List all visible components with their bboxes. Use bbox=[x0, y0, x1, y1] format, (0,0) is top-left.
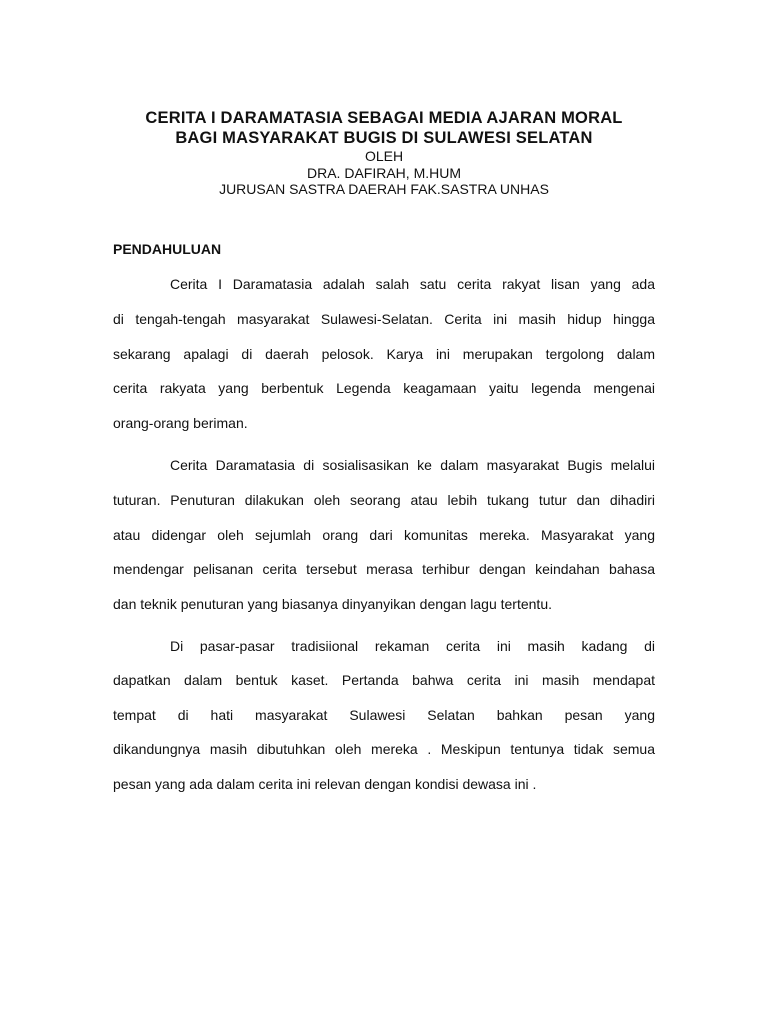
paragraph-line: mendengar pelisanan cerita tersebut merasa terhibur dengan keindahan bahasa bbox=[113, 561, 655, 577]
paragraph-line: pesan yang ada dalam cerita ini relevan dengan kondisi dewasa ini . bbox=[113, 776, 537, 792]
paragraph-line: Cerita Daramatasia di sosialisasikan ke dalam masyarakat Bugis melalui bbox=[170, 457, 655, 473]
author-block bbox=[100, 148, 668, 198]
paragraph-line: tempat di hati masyarakat Sulawesi Selatan bahkan pesan yang bbox=[113, 707, 655, 723]
paragraph-line: tuturan. Penuturan dilakukan oleh seorang atau lebih tukang tutur dan dihadiri bbox=[113, 492, 655, 508]
paragraph-line: dapatkan dalam bentuk kaset. Pertanda bahwa cerita ini masih mendapat bbox=[113, 672, 655, 688]
title-line-1: CERITA I DARAMATASIA SEBAGAI MEDIA AJARAN MORAL bbox=[145, 109, 623, 127]
paragraph-line: dikandungnya masih dibutuhkan oleh mereka . Meskipun tentunya tidak semua bbox=[113, 741, 655, 757]
paragraph-line: cerita rakyata yang berbentuk Legenda keagamaan yaitu legenda mengenai bbox=[113, 380, 655, 396]
paragraph-line: di tengah-tengah masyarakat Sulawesi-Selatan. Cerita ini masih hidup hingga bbox=[113, 311, 655, 327]
paragraph-line: sekarang apalagi di daerah pelosok. Karya ini merupakan tergolong dalam bbox=[113, 346, 655, 362]
author-affiliation: JURUSAN SASTRA DAERAH FAK.SASTRA UNHAS bbox=[219, 181, 549, 197]
paragraph-line: orang-orang beriman. bbox=[113, 415, 248, 431]
document-title bbox=[100, 108, 668, 148]
paragraph-line: Cerita I Daramatasia adalah salah satu cerita rakyat lisan yang ada bbox=[170, 276, 655, 292]
byline-oleh: OLEH bbox=[364, 148, 404, 164]
title-line-2: BAGI MASYARAKAT BUGIS DI SULAWESI SELATAN bbox=[175, 129, 593, 147]
section-heading: PENDAHULUAN bbox=[113, 241, 222, 257]
paragraph-line: Di pasar-pasar tradisiional rekaman cerita ini masih kadang di bbox=[170, 638, 655, 654]
paragraph-line: atau didengar oleh sejumlah orang dari komunitas mereka. Masyarakat yang bbox=[113, 527, 655, 543]
paragraph-line: dan teknik penuturan yang biasanya dinyanyikan dengan lagu tertentu. bbox=[113, 596, 552, 612]
author-name: DRA. DAFIRAH, M.HUM bbox=[307, 164, 461, 181]
